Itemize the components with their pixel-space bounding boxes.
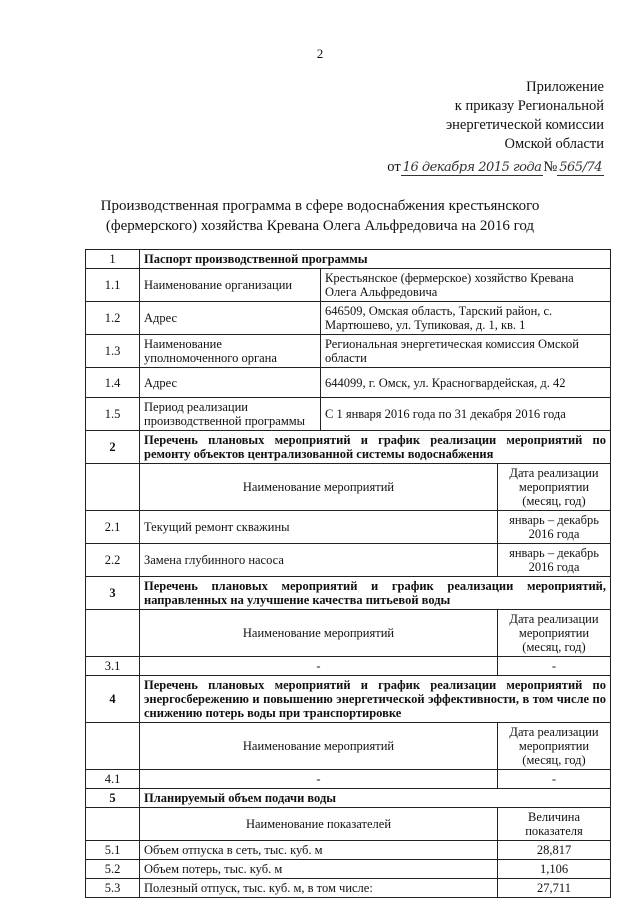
table-row	[86, 269, 611, 302]
row-value: Региональная энергетическая комиссия Омской области	[321, 335, 611, 368]
section-header-row	[86, 676, 611, 723]
section-title: Перечень плановых мероприятий и график реализации мероприятий по энергосбережению и повышению энергетической эффективности, в том числе по снижению потерь воды при транспортировке	[140, 676, 611, 723]
row-date: январь – декабрь 2016 года	[498, 511, 611, 544]
measures-header: Наименование мероприятий	[140, 464, 498, 511]
table-row	[86, 398, 611, 431]
section-number: 1	[86, 250, 140, 269]
row-value: 1,106	[498, 860, 611, 879]
row-value: 644099, г. Омск, ул. Красногвардейская, д. 42	[321, 368, 611, 398]
indicator-header: Наименование показателей	[140, 808, 498, 841]
table-row	[86, 544, 611, 577]
row-name: -	[140, 657, 498, 676]
section-number: 2	[86, 431, 140, 464]
table-row	[86, 302, 611, 335]
empty-cell	[86, 610, 140, 657]
row-number: 1.2	[86, 302, 140, 335]
row-label: Адрес	[140, 302, 321, 335]
date-header: Дата реализации мероприятии (месяц, год)	[498, 723, 611, 770]
section-title: Планируемый объем подачи воды	[140, 789, 611, 808]
row-date: -	[498, 657, 611, 676]
row-name: Объем потерь, тыс. куб. м	[140, 860, 498, 879]
row-label: Адрес	[140, 368, 321, 398]
empty-cell	[86, 723, 140, 770]
row-number: 4.1	[86, 770, 140, 789]
row-value: 28,817	[498, 841, 611, 860]
section-title: Паспорт производственной программы	[140, 250, 611, 269]
row-number: 2.1	[86, 511, 140, 544]
order-date-line	[387, 158, 604, 177]
value-header: Величина показателя	[498, 808, 611, 841]
title-line: Производственная программа в сфере водоснабжения крестьянского	[100, 198, 540, 214]
section-header-row	[86, 789, 611, 808]
appendix-line: Омской области	[504, 136, 604, 152]
date-header: Дата реализации мероприятии (месяц, год)	[498, 610, 611, 657]
empty-cell	[86, 464, 140, 511]
table-row	[86, 841, 611, 860]
column-header-row	[86, 464, 611, 511]
row-number: 2.2	[86, 544, 140, 577]
appendix-block	[387, 78, 604, 177]
row-number: 1.1	[86, 269, 140, 302]
date-header: Дата реализации мероприятии (месяц, год)	[498, 464, 611, 511]
section-header-row	[86, 250, 611, 269]
row-number: 1.5	[86, 398, 140, 431]
section-title: Перечень плановых мероприятий и график реализации мероприятий, направленных на улучшение качества питьевой воды	[140, 577, 611, 610]
handwritten-number: 565/74	[559, 160, 602, 175]
page-number: 2	[316, 46, 324, 61]
row-number: 5.3	[86, 879, 140, 898]
row-number: 3.1	[86, 657, 140, 676]
row-number: 1.4	[86, 368, 140, 398]
document-title	[0, 196, 640, 236]
table-row	[86, 860, 611, 879]
measures-header: Наименование мероприятий	[140, 610, 498, 657]
section-title: Перечень плановых мероприятий и график реализации мероприятий по ремонту объектов централизованной системы водоснабжения	[140, 431, 611, 464]
empty-cell	[86, 808, 140, 841]
row-label: Период реализации производственной программы	[140, 398, 321, 431]
section-number: 3	[86, 577, 140, 610]
row-name: -	[140, 770, 498, 789]
production-program-table	[85, 249, 611, 898]
title-line: (фермерского) хозяйства Кревана Олега Альфредовича на 2016 год	[105, 218, 535, 234]
row-name: Объем отпуска в сеть, тыс. куб. м	[140, 841, 498, 860]
column-header-row	[86, 723, 611, 770]
row-name: Полезный отпуск, тыс. куб. м, в том числе:	[140, 879, 498, 898]
row-label: Наименование уполномоченного органа	[140, 335, 321, 368]
date-prefix: от	[387, 159, 401, 175]
row-label: Наименование организации	[140, 269, 321, 302]
row-number: 1.3	[86, 335, 140, 368]
row-number: 5.2	[86, 860, 140, 879]
row-value: С 1 января 2016 года по 31 декабря 2016 года	[321, 398, 611, 431]
table-row	[86, 335, 611, 368]
table-row	[86, 657, 611, 676]
column-header-row	[86, 610, 611, 657]
appendix-line: Приложение	[526, 79, 604, 95]
appendix-line: к приказу Региональной	[454, 98, 604, 114]
table-row	[86, 368, 611, 398]
row-value: Крестьянское (фермерское) хозяйство Кревана Олега Альфредовича	[321, 269, 611, 302]
table-row	[86, 879, 611, 898]
handwritten-date: 16 декабря 2015 года	[402, 160, 542, 175]
row-name: Текущий ремонт скважины	[140, 511, 498, 544]
number-prefix: №	[543, 159, 558, 175]
section-header-row	[86, 431, 611, 464]
row-value: 27,711	[498, 879, 611, 898]
table-row	[86, 511, 611, 544]
section-number: 4	[86, 676, 140, 723]
column-header-row	[86, 808, 611, 841]
row-date: -	[498, 770, 611, 789]
row-number: 5.1	[86, 841, 140, 860]
table-row	[86, 770, 611, 789]
row-name: Замена глубинного насоса	[140, 544, 498, 577]
row-value: 646509, Омская область, Тарский район, с. Мартюшево, ул. Тупиковая, д. 1, кв. 1	[321, 302, 611, 335]
section-header-row	[86, 577, 611, 610]
row-date: январь – декабрь 2016 года	[498, 544, 611, 577]
measures-header: Наименование мероприятий	[140, 723, 498, 770]
appendix-line: энергетической комиссии	[445, 117, 604, 133]
section-number: 5	[86, 789, 140, 808]
